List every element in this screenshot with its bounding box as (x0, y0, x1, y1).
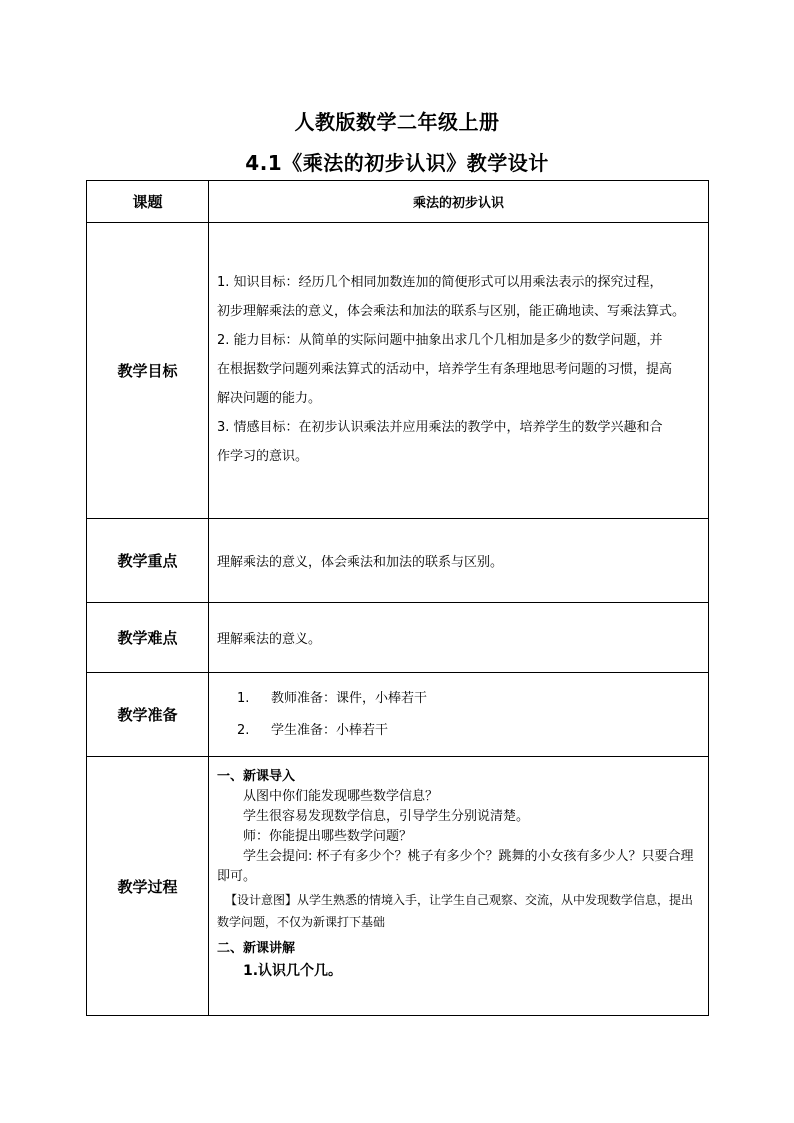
table-row-difficulty (87, 603, 709, 673)
process-paragraph: 学生很容易发现数学信息，引导学生分别说清楚。 (243, 809, 530, 824)
goal-line: 2. 能力目标：从简单的实际问题中抽象出求几个几相加是多少的数学问题，并 (217, 333, 663, 348)
difficulty-label: 教学难点 (87, 603, 209, 673)
goal-line: 1. 知识目标：经历几个相同加数连加的简便形式可以用乘法表示的探究过程， (217, 275, 663, 290)
goal-line: 3. 情感目标：在初步认识乘法并应用乘法的教学中，培养学生的数学兴趣和合 (217, 420, 663, 435)
subject-label: 课题 (87, 181, 209, 223)
preparation-label: 教学准备 (87, 673, 209, 757)
preparation-item-text: 教师准备：课件，小棒若干 (271, 690, 428, 706)
process-label: 教学过程 (87, 757, 209, 1016)
lesson-plan-table (86, 180, 709, 1016)
table-row-subject (87, 181, 709, 223)
preparation-item-number: 2. (237, 722, 250, 738)
goal-line: 解决问题的能力。 (217, 391, 322, 406)
preparation-item-text: 学生准备：小棒若干 (271, 722, 389, 738)
section-heading: 一、新课导入 (217, 769, 296, 784)
goals-content (209, 223, 709, 519)
process-content (209, 757, 709, 1016)
table-row-preparation (87, 673, 709, 757)
goals-label: 教学目标 (87, 223, 209, 519)
preparation-item-number: 1. (237, 690, 250, 706)
key-points-label: 教学重点 (87, 519, 209, 603)
table-row-key-points (87, 519, 709, 603)
subsection-heading: 1.认识几个几。 (243, 963, 343, 979)
difficulty-value: 理解乘法的意义。 (209, 603, 709, 673)
process-paragraph: 师：你能提出哪些数学问题？ (243, 829, 413, 844)
preparation-content (209, 673, 709, 757)
subject-value: 乘法的初步认识 (209, 181, 709, 223)
design-intent-note: 【设计意图】从学生熟悉的情境入手，让学生自己观察、交流，从中发现数学信息，提出数学问题，不仅为新课打下基础 (217, 893, 694, 929)
preparation-item (237, 720, 708, 742)
process-paragraph: 从图中你们能发现哪些数学信息？ (243, 789, 439, 804)
table-row-process (87, 757, 709, 1016)
table-row-goals (87, 223, 709, 519)
goal-line: 作学习的意识。 (217, 449, 309, 464)
key-points-value: 理解乘法的意义，体会乘法和加法的联系与区别。 (209, 519, 709, 603)
document-subtitle: 4.1《乘法的初步认识》教学设计 (245, 151, 549, 175)
section-heading: 二、新课讲解 (217, 941, 296, 956)
process-paragraph: 学生会提问: 杯子有多少个？桃子有多少个？跳舞的小女孩有多少人？只要合理即可。 (217, 849, 694, 884)
goal-line: 在根据数学问题列乘法算式的活动中，培养学生有条理地思考问题的习惯，提高 (217, 362, 673, 377)
preparation-item (237, 688, 708, 710)
goal-line: 初步理解乘法的意义，体会乘法和加法的联系与区别，能正确地读、写乘法算式。 (217, 304, 686, 319)
document-title: 人教版数学二年级上册 (294, 110, 500, 134)
